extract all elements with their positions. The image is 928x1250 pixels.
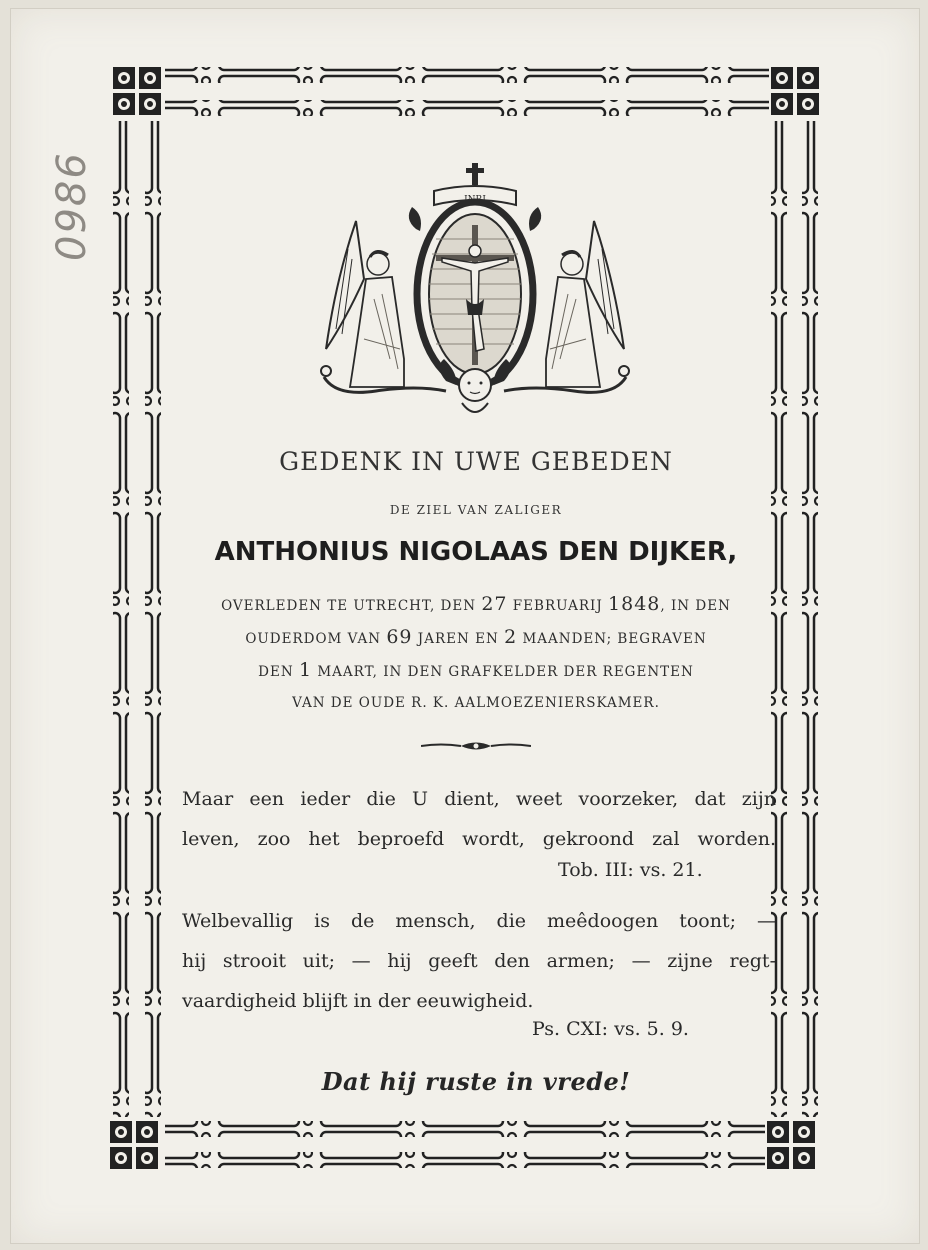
inri-inscription: INRI (464, 195, 486, 205)
verse1-reference: Tob. III: vs. 21. (558, 859, 703, 881)
verse2-reference: Ps. CXI: vs. 5. 9. (532, 1018, 689, 1040)
scripture-verse-2 (182, 901, 776, 1021)
verse2-line-2: hij strooit uit; — hij geeft den armen; — zijne regt- (182, 950, 776, 972)
scripture-verse-1 (182, 779, 776, 859)
verse2-line-1: Welbevallig is de mensch, die meêdoogen toont; — (182, 910, 776, 932)
verse1-line-2: leven, zoo het beproefd wordt, gekroond zal worden. (182, 828, 776, 850)
death-details (176, 589, 776, 719)
details-line-1: OVERLEDEN TE UTRECHT, DEN 27 FEBRUARIJ 1848, IN DEN (221, 593, 731, 615)
ornamental-divider (421, 739, 531, 753)
closing-prayer: Dat hij ruste in vrede! (321, 1067, 631, 1096)
memorial-card (10, 8, 920, 1244)
handwritten-number: 0986 (49, 151, 95, 261)
verse2-line-3: vaardigheid blijft in der eeuwigheid. (182, 990, 534, 1012)
deceased-name: ANTHONIUS NIGOLAAS DEN DIJKER, (214, 537, 738, 567)
card-subtitle: DE ZIEL VAN ZALIGER (389, 503, 563, 517)
crucifix-with-angels-icon (316, 159, 636, 429)
details-line-4: VAN DE OUDE R. K. AALMOEZENIERSKAMER. (292, 695, 660, 711)
details-line-2: OUDERDOM VAN 69 JAREN EN 2 MAANDEN; BEGRAVEN (245, 626, 707, 648)
details-line-3: DEN 1 MAART, IN DEN GRAFKELDER DER REGENTEN (258, 659, 694, 681)
verse1-line-1: Maar een ieder die U dient, weet voorzeker, dat zijn (182, 788, 776, 810)
card-title: GEDENK IN UWE GEBEDEN (279, 447, 673, 476)
